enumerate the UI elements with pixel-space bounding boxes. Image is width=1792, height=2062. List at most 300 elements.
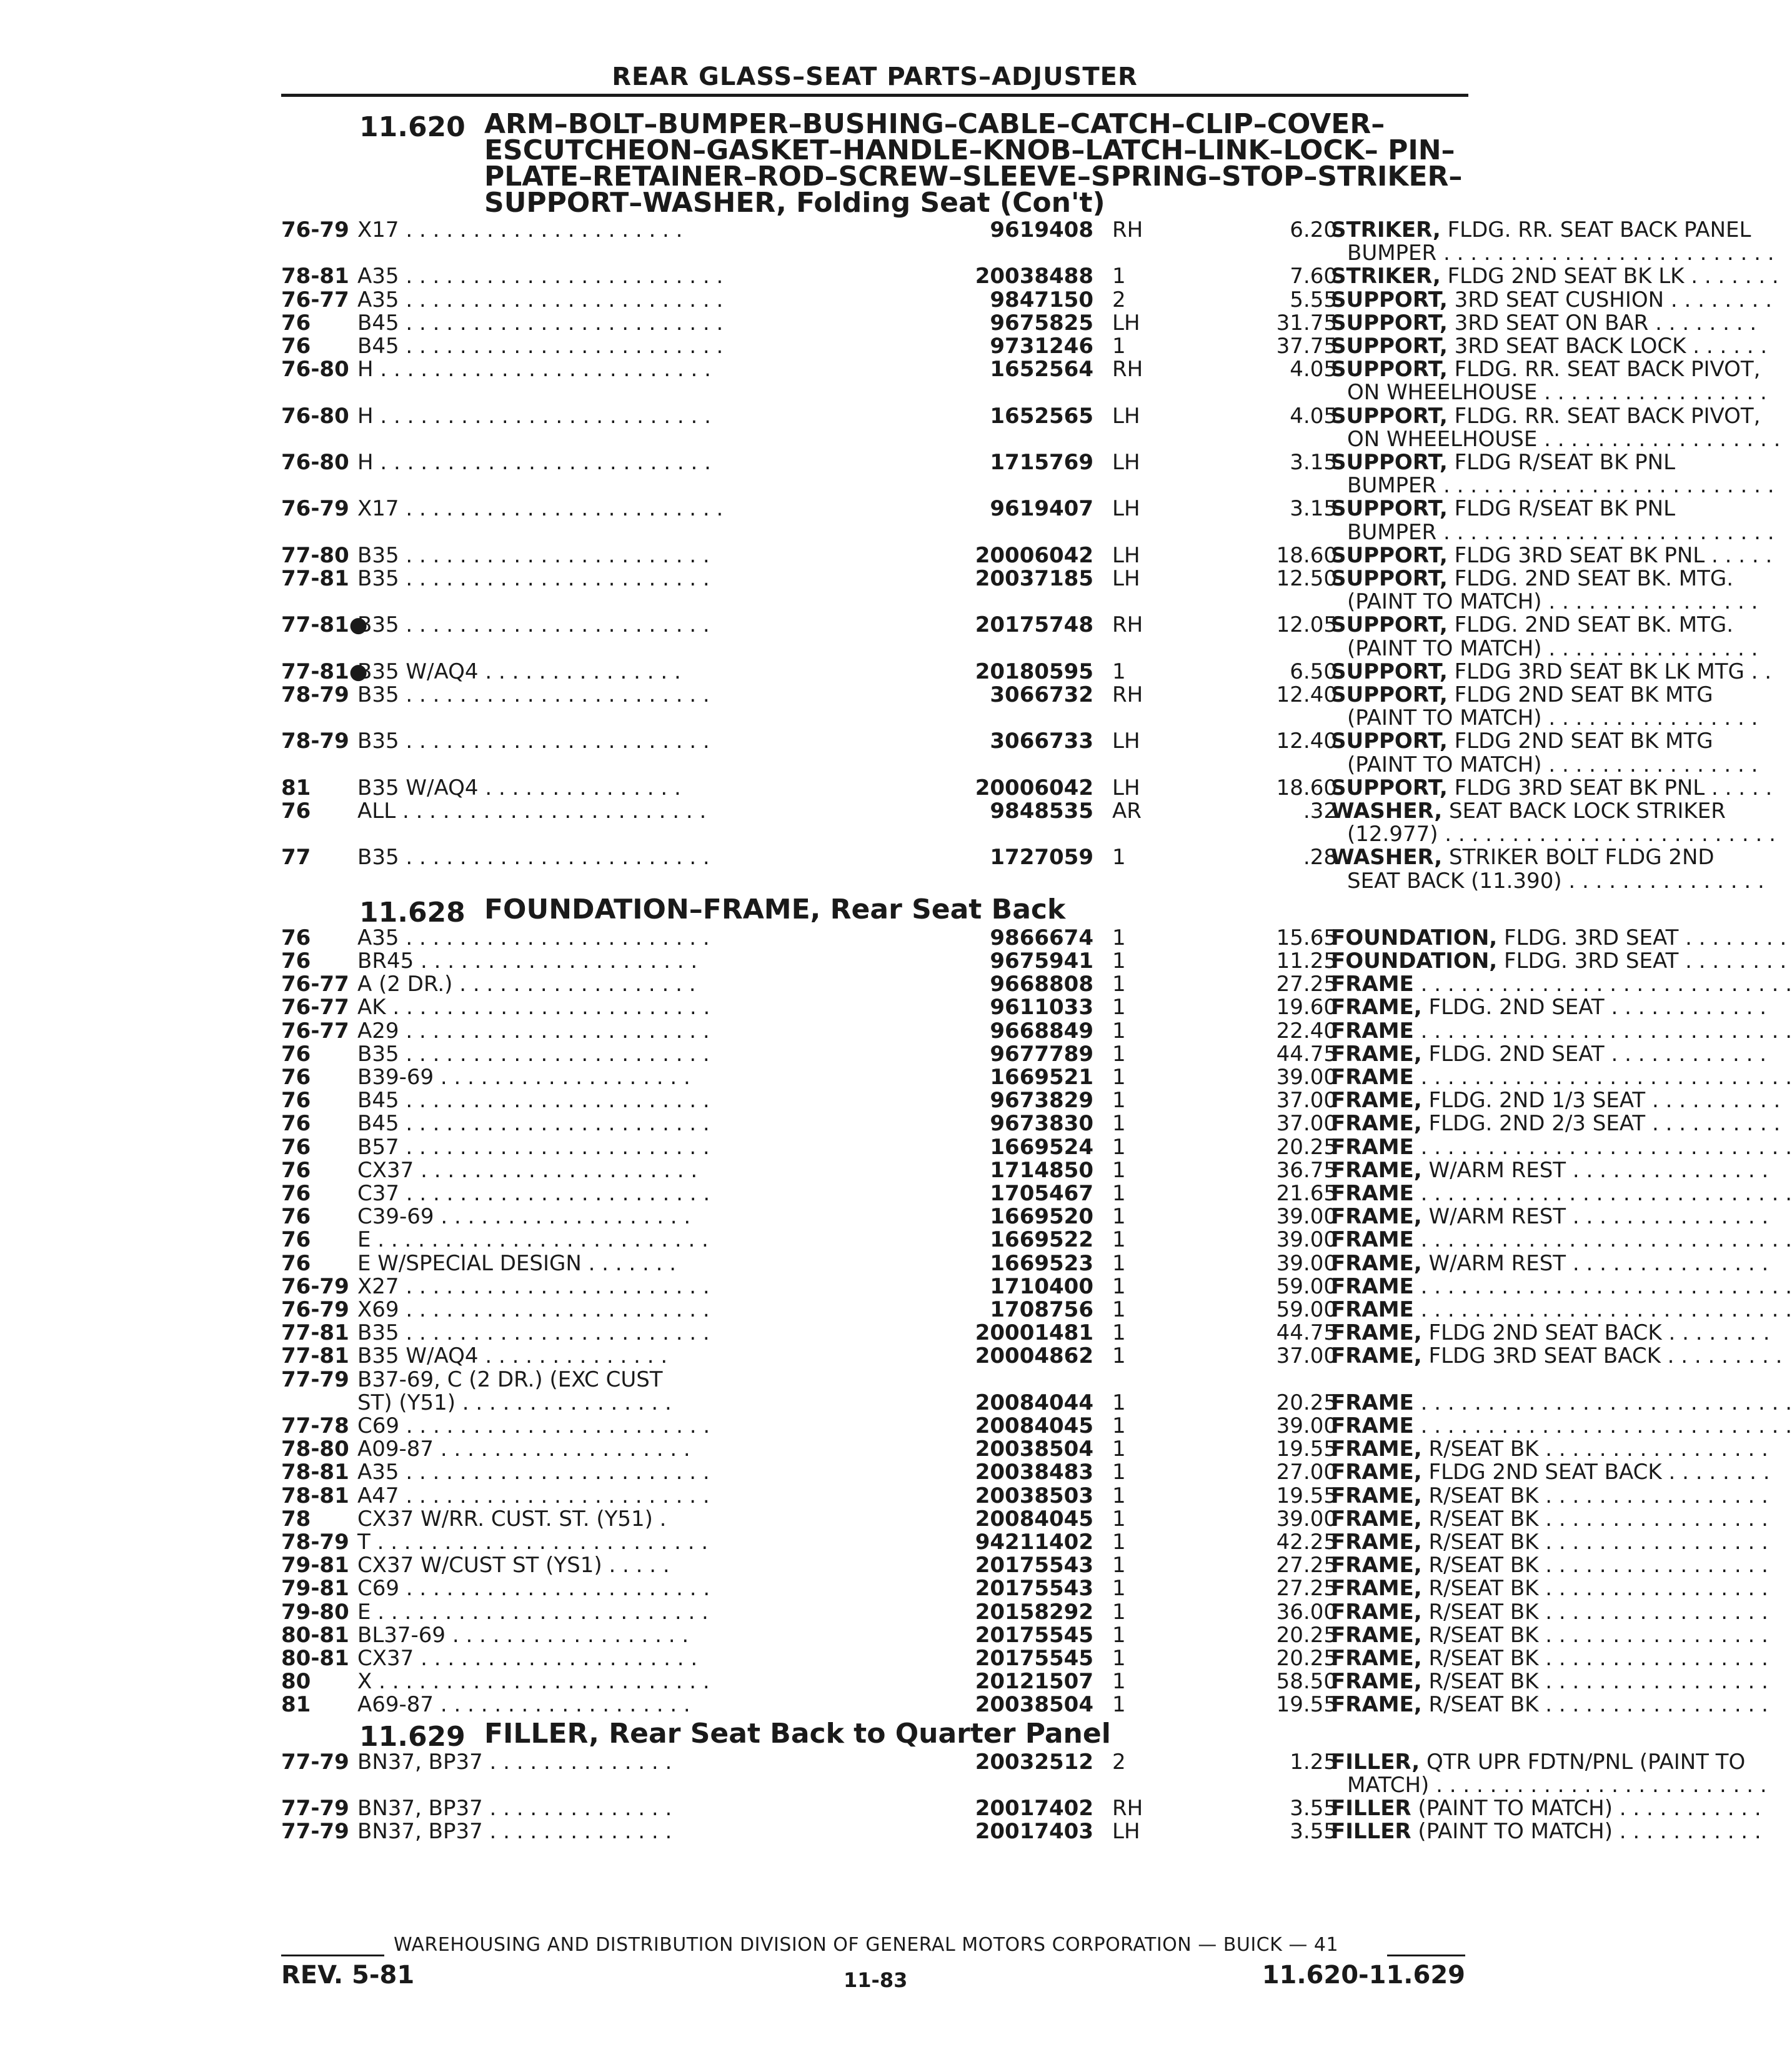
part-name: FRAME,	[1331, 1576, 1422, 1601]
quantity: 1	[1112, 1599, 1126, 1625]
part-name: FRAME	[1331, 1018, 1414, 1043]
model-code: C69 . . . . . . . . . . . . . . . . . . . . . . .	[357, 1413, 710, 1438]
description-continued: (PAINT TO MATCH) . . . . . . . . . . . . . . . .	[1347, 705, 1758, 731]
quantity: 1	[1112, 949, 1126, 974]
part-name: SUPPORT,	[1331, 310, 1448, 336]
part-name: WASHER,	[1331, 845, 1443, 870]
model-code: CX37 W/RR. CUST. ST. (Y51) .	[357, 1506, 667, 1532]
quantity: 1	[1112, 264, 1126, 289]
quantity: RH	[1112, 217, 1143, 242]
model-code: B45 . . . . . . . . . . . . . . . . . . . . . . .	[357, 1111, 710, 1137]
section-title-line: SUPPORT–WASHER, Folding Seat (Con't)	[484, 187, 1105, 219]
year-range: 80-81	[281, 1622, 349, 1648]
quantity: 1	[1112, 1576, 1126, 1601]
description-continued-row	[281, 380, 1767, 406]
quantity: LH	[1112, 496, 1140, 522]
model-code: C69 . . . . . . . . . . . . . . . . . . . . . . .	[357, 1576, 710, 1601]
year-range: 77-81●	[281, 659, 368, 684]
section-title-line: ESCUTCHEON–GASKET–HANDLE–KNOB–LATCH–LINK–LOCK– PIN–	[484, 134, 1455, 166]
model-code: B57 . . . . . . . . . . . . . . . . . . . . . . .	[357, 1134, 710, 1160]
section-title-line: FOUNDATION–FRAME, Rear Seat Back	[484, 893, 1066, 925]
model-code: B35 . . . . . . . . . . . . . . . . . . . . . . .	[357, 729, 710, 754]
price: 39.00	[1276, 1204, 1337, 1230]
year-range: 77-79	[281, 1749, 349, 1775]
model-code: B35 . . . . . . . . . . . . . . . . . . . . . . .	[357, 1041, 710, 1067]
year-range: 76-79	[281, 217, 349, 242]
description	[1331, 1553, 1768, 1578]
table-row	[281, 1483, 1768, 1508]
year-range: 76	[281, 1204, 311, 1230]
description-text: R/SEAT BK . . . . . . . . . . . . . . . . .	[1421, 1622, 1768, 1648]
model-code: A35 . . . . . . . . . . . . . . . . . . . . . . . .	[357, 287, 724, 312]
price: 21.65	[1276, 1181, 1337, 1206]
year-range: 76-79	[281, 1297, 349, 1322]
description	[1331, 1181, 1792, 1206]
model-code: C39-69 . . . . . . . . . . . . . . . . . . .	[357, 1204, 691, 1230]
quantity: 1	[1112, 1297, 1126, 1322]
table-row	[281, 542, 1773, 568]
price: 6.50	[1290, 659, 1337, 684]
part-name: FRAME	[1331, 1413, 1414, 1438]
part-number: 1708756	[990, 1297, 1093, 1322]
part-number: 20175545	[975, 1622, 1093, 1648]
part-number: 20038504	[975, 1692, 1093, 1718]
part-name: FRAME,	[1331, 1088, 1422, 1113]
price: 39.00	[1276, 1250, 1337, 1276]
quantity: 1	[1112, 1483, 1126, 1508]
table-row	[281, 1413, 1792, 1438]
model-code: BN37, BP37 . . . . . . . . . . . . . .	[357, 1796, 672, 1821]
year-range: 76-80	[281, 403, 349, 429]
table-row	[281, 1576, 1768, 1601]
table-row	[281, 1692, 1768, 1718]
model-code: BR45 . . . . . . . . . . . . . . . . . . . . .	[357, 949, 698, 974]
model-code: E . . . . . . . . . . . . . . . . . . . . . . . . .	[357, 1599, 709, 1625]
table-row	[281, 1088, 1781, 1113]
description-text: FLDG. 2ND SEAT . . . . . . . . . . . .	[1421, 995, 1767, 1020]
model-code: CX37 . . . . . . . . . . . . . . . . . . . . .	[357, 1157, 698, 1183]
table-row	[281, 949, 1787, 974]
model-code: B35 W/AQ4 . . . . . . . . . . . . . . .	[357, 775, 681, 800]
model-code: X27 . . . . . . . . . . . . . . . . . . . . . . .	[357, 1273, 710, 1299]
price: 20.25	[1276, 1390, 1337, 1415]
description-text: . . . . . . . . . . . . . . . . . . . . . . . . . . . .	[1413, 1134, 1792, 1160]
description-text: . . . . . . . . . . . . . . . . . . . . . . . . . . . .	[1413, 1065, 1792, 1090]
quantity: RH	[1112, 612, 1143, 638]
table-row	[281, 1622, 1768, 1648]
description-text: W/ARM REST . . . . . . . . . . . . . . .	[1421, 1250, 1769, 1276]
table-row	[281, 1749, 1746, 1775]
part-name: FOUNDATION,	[1331, 949, 1498, 974]
table-row	[281, 1460, 1770, 1485]
part-number: 9731246	[990, 334, 1093, 359]
year-range: 76	[281, 799, 311, 824]
description-text: FLDG 2ND SEAT BK MTG	[1447, 729, 1713, 754]
description	[1331, 1297, 1792, 1322]
price: 3.55	[1290, 1819, 1337, 1845]
year-range: 77-81	[281, 1320, 349, 1346]
price: 37.75	[1276, 334, 1337, 359]
description-text: SEAT BACK LOCK STRIKER	[1442, 799, 1726, 824]
quantity: 1	[1112, 1506, 1126, 1532]
description-text: FLDG 2ND SEAT BK MTG	[1447, 682, 1713, 707]
year-range: 77-81●	[281, 612, 368, 638]
description	[1331, 1796, 1761, 1821]
model-code: A09-87 . . . . . . . . . . . . . . . . . . .	[357, 1437, 690, 1462]
description	[1331, 1134, 1792, 1160]
description-text: R/SEAT BK . . . . . . . . . . . . . . . . .	[1421, 1692, 1768, 1718]
part-name: FRAME	[1331, 1134, 1414, 1160]
table-row	[281, 1273, 1792, 1299]
price: 6.20	[1290, 217, 1337, 242]
year-range: 76	[281, 1065, 311, 1090]
part-number: 1705467	[990, 1181, 1093, 1206]
table-row	[281, 1297, 1792, 1322]
description	[1331, 310, 1757, 336]
year-range: 80	[281, 1669, 311, 1695]
price: 18.60	[1276, 542, 1337, 568]
price: 36.75	[1276, 1157, 1337, 1183]
year-range: 77-79	[281, 1796, 349, 1821]
footer-publisher: WAREHOUSING AND DISTRIBUTION DIVISION OF GENERAL MOTORS CORPORATION — BUICK — 41	[394, 1934, 1339, 1956]
description-text: R/SEAT BK . . . . . . . . . . . . . . . . .	[1421, 1646, 1768, 1671]
quantity: 1	[1112, 1204, 1126, 1230]
description-text: FLDG 2ND SEAT BACK . . . . . . . .	[1421, 1320, 1770, 1346]
year-range: 78-79	[281, 729, 349, 754]
table-row	[281, 357, 1761, 382]
model-code: A (2 DR.) . . . . . . . . . . . . . . . . . .	[357, 972, 696, 997]
description-continued: MATCH) . . . . . . . . . . . . . . . . . . . . . . . . .	[1347, 1772, 1767, 1798]
description-text: FLDG 3RD SEAT BACK . . . . . . . . .	[1421, 1343, 1783, 1369]
price: 3.55	[1290, 1796, 1337, 1821]
part-number: 9668808	[990, 972, 1093, 997]
description	[1331, 1576, 1768, 1601]
quantity: 1	[1112, 972, 1126, 997]
part-name: FRAME,	[1331, 1692, 1422, 1718]
table-row	[281, 659, 1772, 684]
model-code: B37-69, C (2 DR.) (EXC CUST	[357, 1367, 663, 1392]
year-range: 79-81	[281, 1576, 349, 1601]
year-range: 76-77	[281, 972, 349, 997]
table-row	[281, 1368, 1468, 1391]
header-rule	[281, 94, 1468, 97]
description	[1331, 1483, 1768, 1508]
model-code: H . . . . . . . . . . . . . . . . . . . . . . . . .	[357, 450, 711, 475]
description	[1331, 925, 1787, 950]
description-text: . . . . . . . . . . . . . . . . . . . . . . . . . . . .	[1413, 1273, 1792, 1299]
table-row	[281, 450, 1676, 475]
part-name: FRAME,	[1331, 1553, 1422, 1578]
year-range: 76	[281, 310, 311, 336]
model-code: A29 . . . . . . . . . . . . . . . . . . . . . . .	[357, 1018, 710, 1043]
description-text: . . . . . . . . . . . . . . . . . . . . . . . . . . . .	[1413, 1227, 1792, 1253]
description	[1331, 451, 1737, 474]
quantity: 1	[1112, 995, 1126, 1020]
part-number: 20006042	[975, 542, 1093, 568]
part-name: FRAME,	[1331, 1599, 1422, 1625]
part-name: SUPPORT,	[1331, 775, 1448, 800]
quantity: RH	[1112, 1796, 1143, 1821]
part-name: SUPPORT,	[1331, 612, 1448, 638]
page-title: REAR GLASS–SEAT PARTS–ADJUSTER	[612, 62, 1138, 91]
description-text: FLDG R/SEAT BK PNL	[1447, 496, 1676, 522]
model-code: E . . . . . . . . . . . . . . . . . . . . . . . . .	[357, 1227, 709, 1253]
quantity: 1	[1112, 1181, 1126, 1206]
quantity: LH	[1112, 775, 1140, 800]
description-continued-row	[281, 426, 1781, 452]
table-row	[281, 1530, 1768, 1555]
description-continued: (PAINT TO MATCH) . . . . . . . . . . . . . . . .	[1347, 635, 1758, 661]
year-range: 76	[281, 334, 311, 359]
model-code: B35 . . . . . . . . . . . . . . . . . . . . . . .	[357, 1320, 710, 1346]
part-number: 20121507	[975, 1669, 1093, 1695]
section-title-line: ARM–BOLT–BUMPER–BUSHING–CABLE–CATCH–CLIP–COVER–	[484, 108, 1385, 140]
description	[1331, 1041, 1767, 1067]
description-text: FLDG. RR. SEAT BACK PIVOT,	[1447, 357, 1761, 382]
description	[1331, 1390, 1792, 1415]
part-name: STRIKER,	[1331, 264, 1441, 289]
year-range: 76	[281, 1111, 311, 1137]
part-number: 1714850	[990, 1157, 1093, 1183]
description-text: R/SEAT BK . . . . . . . . . . . . . . . . .	[1421, 1599, 1768, 1625]
model-code: B39-69 . . . . . . . . . . . . . . . . . . .	[357, 1065, 690, 1090]
price: 37.00	[1276, 1343, 1337, 1369]
price: 15.65	[1276, 925, 1337, 950]
price: 3.15	[1290, 496, 1337, 522]
model-code: A35 . . . . . . . . . . . . . . . . . . . . . . . .	[357, 264, 724, 289]
part-name: FRAME,	[1331, 1343, 1422, 1369]
description	[1331, 1530, 1768, 1555]
description	[1331, 264, 1779, 289]
price: 39.00	[1276, 1413, 1337, 1438]
year-range: 76	[281, 1157, 311, 1183]
price: 12.05	[1276, 612, 1337, 638]
quantity: RH	[1112, 682, 1143, 707]
part-number: 9847150	[990, 287, 1093, 312]
part-number: 1669522	[990, 1227, 1093, 1253]
model-code: CX37 . . . . . . . . . . . . . . . . . . . . .	[357, 1646, 698, 1671]
description-text: FLDG. 2ND 1/3 SEAT . . . . . . . . . .	[1421, 1088, 1781, 1113]
part-number: 1727059	[990, 845, 1093, 870]
quantity: 1	[1112, 1273, 1126, 1299]
description-text: STRIKER BOLT FLDG 2ND	[1442, 845, 1715, 870]
table-row	[281, 1646, 1768, 1671]
description-text: FLDG. 3RD SEAT . . . . . . . .	[1497, 925, 1787, 950]
quantity: 1	[1112, 1692, 1126, 1718]
description-text: FLDG 2ND SEAT BACK . . . . . . . .	[1421, 1460, 1770, 1485]
description-text: (PAINT TO MATCH) . . . . . . . . . . .	[1411, 1796, 1761, 1821]
description-continued-row	[281, 635, 1758, 661]
model-code: B35 W/AQ4 . . . . . . . . . . . . . .	[357, 1343, 668, 1369]
price: 58.50	[1276, 1669, 1337, 1695]
description-text: W/ARM REST . . . . . . . . . . . . . . .	[1421, 1204, 1769, 1230]
model-code: B35 . . . . . . . . . . . . . . . . . . . . . . .	[357, 612, 710, 638]
year-range: 77-79	[281, 1367, 349, 1392]
quantity: 1	[1112, 1622, 1126, 1648]
description-text: FLDG. RR. SEAT BACK PANEL	[1440, 217, 1751, 242]
model-code: B35 W/AQ4 . . . . . . . . . . . . . . .	[357, 659, 681, 684]
part-name: FILLER	[1331, 1819, 1411, 1845]
price: 39.00	[1276, 1506, 1337, 1532]
description	[1331, 846, 1737, 869]
description	[1331, 1065, 1792, 1090]
description-text: R/SEAT BK . . . . . . . . . . . . . . . . .	[1421, 1553, 1768, 1578]
part-name: SUPPORT,	[1331, 542, 1448, 568]
description	[1331, 1320, 1770, 1346]
description-text: FLDG. 2ND SEAT BK. MTG.	[1447, 612, 1734, 638]
part-number: 3066732	[990, 682, 1093, 707]
table-row	[281, 1111, 1781, 1137]
part-number: 20175545	[975, 1646, 1093, 1671]
quantity: 1	[1112, 1134, 1126, 1160]
description-continued-row	[281, 752, 1758, 777]
part-number: 9668849	[990, 1018, 1093, 1043]
year-range: 76-77	[281, 995, 349, 1020]
price: .28	[1303, 845, 1337, 870]
model-code: E W/SPECIAL DESIGN . . . . . . .	[357, 1250, 677, 1276]
description-text: R/SEAT BK . . . . . . . . . . . . . . . . .	[1421, 1437, 1768, 1462]
price: 5.55	[1290, 287, 1337, 312]
model-code: A47 . . . . . . . . . . . . . . . . . . . . . . .	[357, 1483, 710, 1508]
description	[1331, 1088, 1781, 1113]
part-number: 20158292	[975, 1599, 1093, 1625]
description	[1331, 1250, 1769, 1276]
table-row-continued	[281, 1390, 1792, 1415]
description-continued: (12.977) . . . . . . . . . . . . . . . . . . . . . . . . .	[1347, 822, 1776, 847]
year-range: 81	[281, 775, 311, 800]
description-continued: SEAT BACK (11.390) . . . . . . . . . . . . . . .	[1347, 868, 1765, 894]
part-name: SUPPORT,	[1331, 403, 1448, 429]
part-number: 9675941	[990, 949, 1093, 974]
part-name: FILLER,	[1331, 1749, 1420, 1775]
footer-page-number: 11-83	[844, 1968, 908, 1992]
year-range: 81	[281, 1692, 311, 1718]
part-name: FRAME	[1331, 972, 1414, 997]
description	[1331, 567, 1737, 590]
footer-revision: REV. 5-81	[281, 1961, 415, 1990]
description-text: R/SEAT BK . . . . . . . . . . . . . . . . .	[1421, 1506, 1768, 1532]
year-range: 76	[281, 925, 311, 950]
quantity: 1	[1112, 1227, 1126, 1253]
part-name: FRAME,	[1331, 1437, 1422, 1462]
description-text: 3RD SEAT ON BAR . . . . . . . .	[1447, 310, 1757, 336]
year-range: 77	[281, 845, 311, 870]
table-row	[281, 334, 1768, 359]
year-range: 76	[281, 1181, 311, 1206]
year-range: 76-79	[281, 1273, 349, 1299]
model-code: X17 . . . . . . . . . . . . . . . . . . . . .	[357, 217, 683, 242]
part-number: 20084045	[975, 1506, 1093, 1532]
model-code-continued: ST) (Y51) . . . . . . . . . . . . . . . .	[357, 1390, 672, 1415]
quantity: LH	[1112, 729, 1140, 754]
table-row	[281, 995, 1767, 1020]
description-continued: (PAINT TO MATCH) . . . . . . . . . . . . . . . .	[1347, 589, 1758, 615]
description-text: . . . . . . . . . . . . . . . . . . . . . . . . . . . .	[1413, 1018, 1792, 1043]
description	[1331, 775, 1773, 800]
part-number: 20175748	[975, 612, 1093, 638]
price: 27.25	[1276, 972, 1337, 997]
quantity: RH	[1112, 357, 1143, 382]
description-text: . . . . . . . . . . . . . . . . . . . . . . . . . . . .	[1413, 972, 1792, 997]
table-row	[281, 612, 1734, 638]
price: 39.00	[1276, 1065, 1337, 1090]
table-row	[281, 729, 1713, 754]
quantity: 1	[1112, 1669, 1126, 1695]
part-name: FRAME,	[1331, 1157, 1422, 1183]
description-text: FLDG 2ND SEAT BK LK . . . . . . .	[1440, 264, 1779, 289]
part-number: 9677789	[990, 1041, 1093, 1067]
description	[1331, 659, 1772, 684]
part-number: 20006042	[975, 775, 1093, 800]
quantity: 1	[1112, 845, 1126, 870]
price: 37.00	[1276, 1111, 1337, 1137]
part-number: 20038488	[975, 264, 1093, 289]
part-name: FRAME,	[1331, 1111, 1422, 1137]
description-text: QTR UPR FDTN/PNL (PAINT TO	[1420, 1749, 1746, 1775]
price: 12.40	[1276, 729, 1337, 754]
table-row	[281, 403, 1761, 429]
price: 11.25	[1276, 949, 1337, 974]
model-code: B45 . . . . . . . . . . . . . . . . . . . . . . . .	[357, 334, 724, 359]
quantity: 1	[1112, 1390, 1126, 1415]
quantity: 1	[1112, 334, 1126, 359]
part-number: 3066733	[990, 729, 1093, 754]
part-number: 20038503	[975, 1483, 1093, 1508]
model-code: A35 . . . . . . . . . . . . . . . . . . . . . . .	[357, 925, 710, 950]
year-range: 77-78	[281, 1413, 349, 1438]
section-title-line: FILLER, Rear Seat Back to Quarter Panel	[484, 1717, 1111, 1750]
description-continued-row	[281, 705, 1758, 731]
quantity: LH	[1112, 566, 1140, 591]
model-code: B45 . . . . . . . . . . . . . . . . . . . . . . .	[357, 1088, 710, 1113]
part-number: 1669521	[990, 1065, 1093, 1090]
description-text: R/SEAT BK . . . . . . . . . . . . . . . . .	[1421, 1483, 1768, 1508]
part-name: FRAME,	[1331, 1506, 1422, 1532]
quantity: AR	[1112, 799, 1142, 824]
description-text: . . . . . . . . . . . . . . . . . . . . . . . . . . . .	[1413, 1297, 1792, 1322]
part-name: FRAME,	[1331, 1460, 1422, 1485]
model-code: H . . . . . . . . . . . . . . . . . . . . . . . . .	[357, 357, 711, 382]
year-range: 78-81	[281, 264, 349, 289]
description-text: (PAINT TO MATCH) . . . . . . . . . . .	[1411, 1819, 1761, 1845]
year-range: 76-80	[281, 450, 349, 475]
year-range: 78-79	[281, 682, 349, 707]
part-number: 9619408	[990, 217, 1093, 242]
year-range: 77-81	[281, 1343, 349, 1369]
year-range: 76	[281, 1134, 311, 1160]
table-row	[281, 1065, 1792, 1090]
price: 19.55	[1276, 1437, 1337, 1462]
year-range: 79-81	[281, 1553, 349, 1578]
part-name: FRAME,	[1331, 1622, 1422, 1648]
part-number: 20037185	[975, 566, 1093, 591]
price: 42.25	[1276, 1530, 1337, 1555]
description-continued-row	[281, 589, 1758, 615]
description	[1331, 497, 1737, 520]
model-code: B35 . . . . . . . . . . . . . . . . . . . . . . .	[357, 682, 710, 707]
quantity: 1	[1112, 1041, 1126, 1067]
price: 19.60	[1276, 995, 1337, 1020]
description-text: R/SEAT BK . . . . . . . . . . . . . . . . .	[1421, 1576, 1768, 1601]
part-name: FRAME,	[1331, 1204, 1422, 1230]
price: 27.25	[1276, 1576, 1337, 1601]
description-text: FLDG. 3RD SEAT . . . . . . . .	[1497, 949, 1787, 974]
part-name: SUPPORT,	[1331, 659, 1448, 684]
model-code: BN37, BP37 . . . . . . . . . . . . . .	[357, 1749, 672, 1775]
part-name: FRAME,	[1331, 1483, 1422, 1508]
year-range: 76	[281, 1088, 311, 1113]
description	[1331, 1413, 1792, 1438]
